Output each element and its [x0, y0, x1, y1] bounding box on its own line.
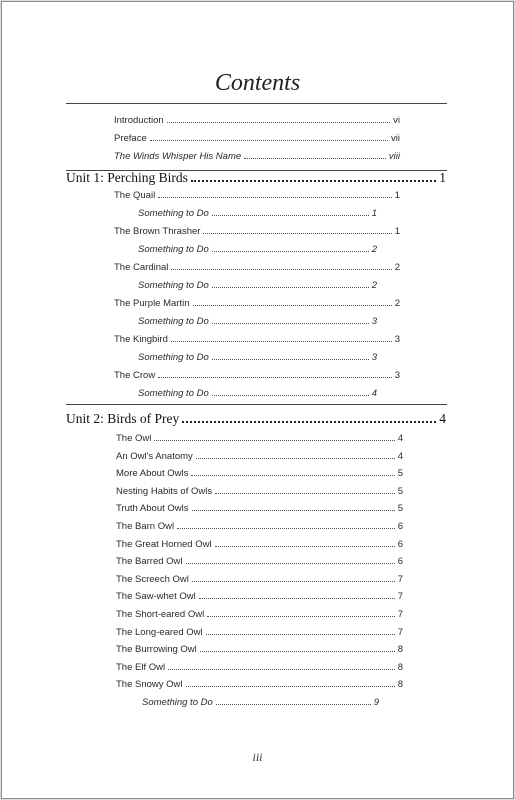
toc-entry [116, 644, 403, 655]
toc-entry-label: The Quail [114, 190, 156, 201]
dot-leader [182, 420, 436, 423]
toc-entry-page: 8 [397, 644, 403, 656]
toc-entry-page: 8 [397, 661, 403, 673]
dot-leader [212, 286, 369, 288]
toc-entry-label: The Cardinal [114, 262, 169, 273]
toc-entry-label: Something to Do [138, 316, 209, 327]
toc-entry [114, 334, 400, 345]
dot-leader [215, 545, 395, 547]
toc-entry-label: More About Owls [116, 468, 189, 480]
toc-entry-label: The Owl [116, 433, 152, 444]
toc-entry-page: 1 [394, 190, 400, 201]
dot-leader [192, 580, 395, 582]
toc-entry [114, 298, 400, 309]
toc-entry [116, 451, 403, 462]
dot-leader [150, 139, 388, 141]
toc-entry-label: The Elf Owl [116, 661, 166, 673]
title-rule [66, 103, 447, 104]
toc-entry [114, 151, 400, 162]
unit-heading [66, 411, 446, 427]
toc-entry-page: 6 [397, 538, 403, 550]
dot-leader [199, 597, 395, 599]
dot-leader [212, 250, 369, 252]
toc-entry [116, 468, 403, 479]
toc-entry-page: 9 [373, 697, 379, 708]
toc-entry-page: 2 [394, 298, 400, 309]
toc-entry [114, 262, 400, 273]
toc-entry-page: 5 [397, 485, 403, 497]
toc-entry-label: The Barred Owl [116, 556, 183, 568]
dot-leader [212, 394, 369, 396]
page-number: iii [252, 750, 263, 764]
toc-entry-page: 5 [397, 503, 403, 515]
toc-entry-page: 7 [397, 573, 403, 585]
dot-leader [196, 457, 395, 459]
toc-entry-page: 2 [371, 280, 377, 291]
toc-entry-label: Preface [114, 133, 147, 144]
toc-entry-page: vii [391, 133, 400, 144]
dot-leader [186, 685, 395, 687]
dot-leader [191, 474, 394, 476]
dot-leader [207, 615, 395, 617]
toc-entry-page: 2 [394, 262, 400, 273]
toc-entry-label: Something to Do [138, 208, 209, 219]
dot-leader [167, 121, 390, 123]
toc-entry-page: 4 [371, 388, 377, 399]
dot-leader [212, 358, 369, 360]
toc-entry-page: 1 [394, 226, 400, 237]
toc-entry-label: Introduction [114, 115, 164, 126]
toc-entry-label: Unit 1: Perching Birds [66, 170, 188, 185]
toc-entry-label: Something to Do [138, 388, 209, 399]
toc-entry-page: viii [388, 151, 400, 162]
toc-entry-label: The Screech Owl [116, 573, 189, 585]
toc-entry [116, 679, 403, 690]
toc-entry-page: 3 [371, 316, 377, 327]
toc-entry [116, 627, 403, 638]
toc-entry-label: The Barn Owl [116, 521, 175, 532]
dot-leader [177, 527, 395, 529]
toc-entry-label: The Short-eared Owl [116, 609, 205, 620]
toc-entry-page: 3 [394, 334, 400, 345]
page-title: Contents [214, 70, 301, 96]
toc-entry [114, 115, 400, 126]
toc-entry-label: Truth About Owls [116, 503, 189, 515]
dot-leader [171, 268, 391, 270]
toc-entry-label: The Snowy Owl [116, 679, 183, 691]
dot-leader [171, 340, 392, 342]
toc-entry-label: The Great Horned Owl [116, 538, 212, 550]
toc-entry-label: Unit 2: Birds of Prey [66, 411, 180, 426]
toc-entry-page: 3 [371, 352, 377, 363]
toc-entry-page: 7 [397, 591, 403, 603]
toc-entry-label: The Brown Thrasher [114, 226, 201, 237]
toc-entry-page: 4 [397, 450, 403, 462]
toc-entry-label: The Purple Martin [114, 298, 190, 309]
toc-entry-label: Something to Do [138, 280, 209, 291]
dot-leader [158, 196, 392, 198]
toc-subentry [142, 697, 379, 708]
toc-entry [116, 574, 403, 585]
toc-entry-label: The Burrowing Owl [116, 644, 197, 656]
toc-entry-page: vi [393, 115, 400, 126]
toc-subentry [138, 280, 377, 291]
document-page [1, 1, 514, 799]
toc-entry [116, 539, 403, 550]
toc-entry [114, 133, 400, 144]
toc-entry-label: The Long-eared Owl [116, 626, 203, 638]
toc-entry-page: 1 [371, 208, 377, 219]
toc-entry [116, 556, 403, 567]
toc-entry [114, 190, 400, 201]
toc-entry-label: The Winds Whisper His Name [114, 151, 242, 162]
dot-leader [212, 322, 369, 324]
toc-subentry [138, 208, 377, 219]
dot-leader [154, 439, 394, 441]
dot-leader [191, 179, 436, 182]
toc-entry-page: 7 [397, 609, 403, 620]
dot-leader [216, 703, 371, 705]
section-divider [66, 404, 447, 405]
toc-entry-label: Something to Do [142, 697, 213, 708]
toc-entry-page: 4 [397, 433, 403, 444]
toc-entry-page: 6 [397, 521, 403, 532]
dot-leader [192, 509, 395, 511]
toc-entry-label: Nesting Habits of Owls [116, 485, 213, 497]
toc-entry [116, 609, 403, 620]
dot-leader [203, 232, 391, 234]
dot-leader [186, 562, 395, 564]
toc-entry-label: The Kingbird [114, 334, 168, 345]
toc-entry [116, 521, 403, 532]
dot-leader [158, 376, 392, 378]
toc-entry [116, 486, 403, 497]
toc-subentry [138, 352, 377, 363]
toc-entry-label: The Crow [114, 370, 156, 381]
toc-entry [114, 370, 400, 381]
toc-subentry [138, 316, 377, 327]
toc-entry [116, 503, 403, 514]
toc-entry [116, 662, 403, 673]
unit-heading [66, 170, 446, 186]
toc-entry-page: 8 [397, 679, 403, 691]
toc-entry-page: 3 [394, 370, 400, 381]
toc-entry-page: 7 [397, 626, 403, 638]
dot-leader [215, 492, 395, 494]
toc-subentry [138, 244, 377, 255]
toc-entry-label: Something to Do [138, 352, 209, 363]
toc-entry-page: 4 [439, 411, 446, 426]
dot-leader [193, 304, 392, 306]
toc-entry-page: 6 [397, 556, 403, 568]
dot-leader [244, 157, 386, 159]
toc-entry-page: 1 [439, 170, 446, 185]
toc-entry [116, 433, 403, 444]
dot-leader [168, 668, 395, 670]
toc-entry-label: The Saw-whet Owl [116, 591, 196, 603]
toc-entry [116, 591, 403, 602]
dot-leader [206, 633, 395, 635]
toc-entry-page: 5 [397, 468, 403, 480]
toc-subentry [138, 388, 377, 399]
toc-entry-label: An Owl's Anatomy [116, 450, 193, 462]
toc-entry-page: 2 [371, 244, 377, 255]
dot-leader [212, 214, 369, 216]
toc-entry-label: Something to Do [138, 244, 209, 255]
dot-leader [200, 650, 395, 652]
toc-entry [114, 226, 400, 237]
